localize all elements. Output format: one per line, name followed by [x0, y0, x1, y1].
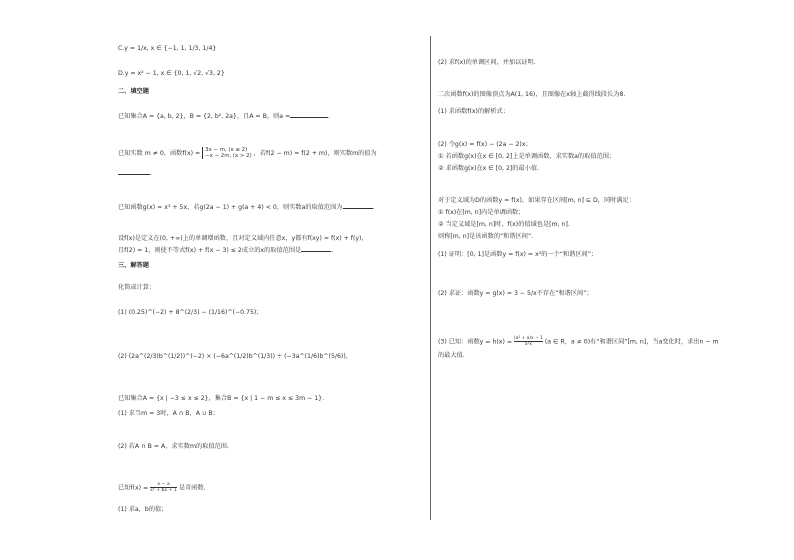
question-harmony-cond1: ① f(x)在[m, n]内是单调函数；	[438, 209, 525, 216]
option-d: D.y = x² − 1, x ∈ {0, 1, √2, √3, 2}	[118, 70, 225, 77]
question-harmony-1: (1) 证明：[0, 1]是函数y = f(x) = x²的一个“和谐区间”；	[438, 251, 598, 258]
question-harmony-def: 则称[m, n]是该函数的“和谐区间”.	[438, 233, 534, 240]
question-f-def-line1: 设f(x)是定义在(0, +∞)上的单调增函数，且对定义域内任意x，y都有f(xy) = f(x) + f(y)，	[118, 235, 368, 242]
fraction	[514, 336, 543, 347]
question-harmony-3	[438, 336, 719, 347]
option-c: C.y = 1/x, x ∈ {−1, 1, 1/3, 1/4}	[118, 45, 217, 52]
question-harmony-2: (2) 求证：函数y = g(x) = 3 − 5/x不存在“和谐区间”；	[438, 290, 593, 297]
fraction-numerator: (a² + a)x − 1	[513, 336, 543, 341]
question-text-cont: ，若f(2 − m) = f(2 + m)，则实数m的值为	[253, 150, 377, 157]
question-f-def-line2: 且f(2) = 1，则使不等式f(x) + f(x − 3) ≤ 2成立的x的取值范围是 .	[118, 247, 334, 254]
column-divider	[430, 36, 431, 520]
question-odd-function	[118, 482, 206, 493]
question-simplify: 化简或计算：	[118, 284, 156, 291]
question-odd-1: (1) 求a，b的值；	[118, 506, 168, 513]
piecewise-case-1: 3x − m, (x ≤ 2)	[205, 147, 248, 153]
question-simplify-2: (2) (2a^(2/3)b^(1/2))^(−2) × (−6a^(1/2)b^(1/3)) ÷ (−3a^(1/6)b^(5/6))，	[118, 353, 352, 360]
section-answer-heading: 三、解答题	[118, 262, 149, 269]
question-simplify-1: (1) (0.25)^(−2) + 8^(2/3) − (1/16)^(−0.75)；	[118, 309, 263, 316]
question-text: 已知函数g(x) = x³ + 5x，若g(2a − 1) + g(a + 4) < 0，则实数a的取值范围为	[118, 204, 343, 211]
question-harmony-cond2: ② 当定义域是[m, n]时，f(x)的值域也是[m, n].	[438, 221, 570, 228]
answer-blank	[301, 245, 331, 252]
question-text: 且f(2) = 1，则使不等式f(x) + f(x − 3) ≤ 2成立的x的取值范围是	[118, 247, 302, 254]
question-harmony-intro: 对于定义域为D的函数y = f(x)，如果存在区间[m, n] ⊆ D，同时满足：	[438, 197, 635, 204]
question-g-function: 已知函数g(x) = x³ + 5x，若g(2a − 1) + g(a + 4) < 0，则实数a的取值范围为 .	[118, 204, 375, 211]
fraction-denominator: a²x	[524, 342, 532, 347]
question-quadratic-1: (1) 求函数f(x)的解析式；	[438, 108, 509, 115]
piecewise-brace	[202, 147, 252, 159]
question-sets-ab-2: (2) 若A ∩ B = A，求实数m的取值范围.	[118, 443, 229, 450]
question-quadratic-2-part1: ① 若函数g(x)在x ∈ [0, 2]上是单调函数，求实数a的取值范围；	[438, 153, 616, 160]
fraction-denominator: x² + bx + 1	[150, 488, 177, 493]
question-quadratic: 二次函数f(x)的图像顶点为A(1, 16)，且图像在x轴上截得线段长为8.	[438, 91, 626, 98]
question-quadratic-2: (2) 令g(x) = f(x) − (2a − 2)x；	[438, 141, 532, 148]
question-set-equality: 已知集合A = {a, b, 2}，B = {2, b², 2a}，且A = B，则a = .	[118, 113, 331, 120]
question-piecewise	[118, 147, 377, 159]
answer-blank	[290, 111, 328, 118]
fraction-numerator: x − a	[150, 482, 177, 488]
section-fill-heading: 二、填空题	[118, 88, 149, 95]
question-text: 已知集合A = {a, b, 2}，B = {2, b², 2a}，且A = B，则a =	[118, 113, 291, 120]
question-sets-ab: 已知集合A = {x | −3 ≤ x ≤ 2}，集合B = {x | 1 − m ≤ x ≤ 3m − 1}.	[118, 395, 325, 402]
question-text: (3) 已知：函数y = h(x) =	[438, 338, 513, 346]
question-harmony-3-end: 的最大值.	[438, 352, 465, 359]
question-piecewise-blank: .	[118, 168, 152, 178]
fraction	[150, 482, 177, 493]
piecewise-case-2: −x − 2m, (x > 2)	[205, 153, 252, 159]
answer-blank	[343, 202, 373, 209]
question-text-cont: (a ∈ R，a ≠ 0)有“和谐区间”[m, n]，当a变化时，求出n − m	[544, 338, 719, 346]
answer-blank	[118, 168, 150, 175]
question-sets-ab-1: (1) 求当m = 3时，A ∩ B，A ∪ B；	[118, 410, 219, 417]
question-text: 已知f(x) =	[118, 484, 149, 492]
question-text-cont: 是奇函数.	[178, 484, 206, 492]
question-quadratic-2-part2: ② 求函数g(x)在x ∈ [0, 2]的最小值.	[438, 165, 540, 172]
question-text: 已知实数 m ≠ 0，函数f(x) =	[118, 150, 201, 157]
question-monotone: (2) 求f(x)的单调区间，并加以证明.	[438, 59, 536, 66]
